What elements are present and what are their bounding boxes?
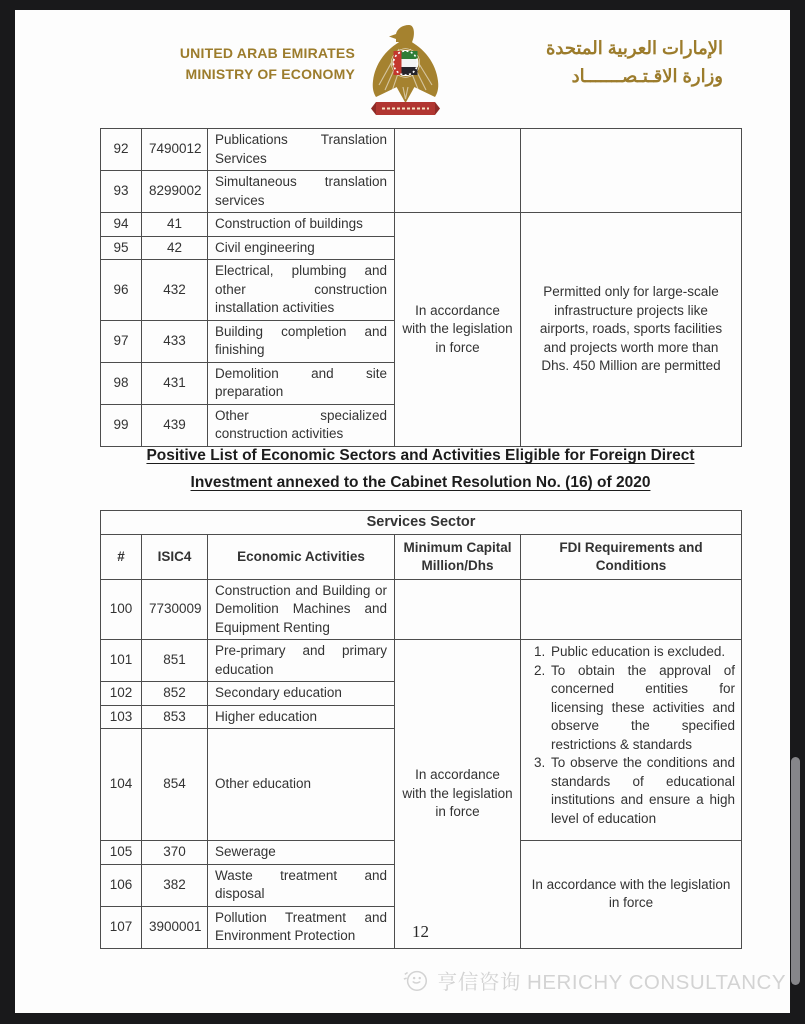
row-number-cell: 102 (101, 682, 142, 706)
isic-code-cell: 7730009 (142, 579, 208, 640)
isic-code-cell: 3900001 (142, 906, 208, 948)
services-sector-table (100, 510, 742, 949)
ministry-en-line2: MINISTRY OF ECONOMY (185, 66, 355, 82)
fdi-empty-cell (521, 129, 742, 213)
isic-code-cell: 41 (142, 213, 208, 237)
row-number-cell: 101 (101, 640, 142, 682)
row-number-cell: 94 (101, 213, 142, 237)
min-capital-note-cell: In accordance with the legislation in force (395, 213, 521, 447)
activity-cell: Electrical, plumbing and other construction installation activities (208, 260, 395, 321)
col-header-capital-line2: Million/Dhs (421, 557, 494, 573)
activity-cell: Higher education (208, 705, 395, 729)
isic-code-cell: 7490012 (142, 129, 208, 171)
row-number-cell: 105 (101, 841, 142, 865)
row-number-cell: 99 (101, 404, 142, 446)
section-title-line1: Positive List of Economic Sectors and Activities Eligible for Foreign Direct (146, 447, 695, 464)
row-number-cell: 92 (101, 129, 142, 171)
document-page (15, 10, 790, 1013)
col-header-activity: Economic Activities (208, 534, 395, 579)
fdi-note-cell: In accordance with the legislation in force (521, 841, 742, 949)
section-title-line2: Investment annexed to the Cabinet Resolution No. (16) of 2020 (190, 474, 651, 491)
min-capital-empty-cell (395, 579, 521, 640)
row-number-cell: 97 (101, 320, 142, 362)
row-number-cell: 96 (101, 260, 142, 321)
col-header-fdi: FDI Requirements and Conditions (521, 534, 742, 579)
row-number-cell: 100 (101, 579, 142, 640)
table-row (101, 579, 742, 640)
row-number-cell: 107 (101, 906, 142, 948)
col-header-capital-line1: Minimum Capital (403, 539, 512, 555)
fdi-condition-item: 3. To observe the conditions and standards of educational institutions and ensure a high level of education (549, 754, 735, 828)
fdi-conditions-cell (521, 640, 742, 841)
col-header-isic: ISIC4 (142, 534, 208, 579)
row-number-cell: 95 (101, 236, 142, 260)
activities-table-continued (100, 128, 742, 447)
isic-code-cell: 853 (142, 705, 208, 729)
activity-cell: Demolition and site preparation (208, 362, 395, 404)
page-number: 12 (412, 922, 429, 941)
min-capital-note-cell: In accordance with the legislation in force (395, 640, 521, 949)
herichy-logo-icon (402, 966, 430, 994)
sector-title-row (101, 511, 742, 535)
isic-code-cell: 432 (142, 260, 208, 321)
fdi-condition-item: 2. To obtain the approval of concerned entities for licensing these activities and observe the specified restrictions & standards (549, 662, 735, 755)
activity-cell: Simultaneous translation services (208, 171, 395, 213)
isic-code-cell: 439 (142, 404, 208, 446)
isic-code-cell: 382 (142, 864, 208, 906)
row-number-cell: 106 (101, 864, 142, 906)
fdi-condition-item: 1. Public education is excluded. (549, 643, 735, 662)
min-capital-empty-cell (395, 129, 521, 213)
col-header-capital (395, 534, 521, 579)
watermark-text: 亨信咨询 HERICHY CONSULTANCY (436, 971, 786, 994)
ministry-en-line1: UNITED ARAB EMIRATES (179, 45, 355, 61)
activity-cell: Pre-primary and primary education (208, 640, 395, 682)
ministry-ar-line2: وزارة الاقـتـصـــــــاد (571, 66, 723, 86)
isic-code-cell: 370 (142, 841, 208, 865)
activity-cell: Construction of buildings (208, 213, 395, 237)
ministry-name-english (155, 43, 355, 85)
section-title (100, 442, 741, 496)
fdi-conditions-list (525, 643, 735, 828)
activity-cell: Civil engineering (208, 236, 395, 260)
column-header-row (101, 534, 742, 579)
activity-cell: Building completion and finishing (208, 320, 395, 362)
isic-code-cell: 854 (142, 729, 208, 841)
activity-cell: Waste treatment and disposal (208, 864, 395, 906)
col-header-num: # (101, 534, 142, 579)
activity-cell: Construction and Building or Demolition Machines and Equipment Renting (208, 579, 395, 640)
vertical-scrollbar-thumb[interactable] (791, 757, 800, 985)
row-number-cell: 104 (101, 729, 142, 841)
sector-title: Services Sector (101, 511, 742, 535)
activity-cell: Sewerage (208, 841, 395, 865)
activity-cell: Secondary education (208, 682, 395, 706)
table-row (101, 129, 742, 171)
ministry-ar-line1: الإمارات العربية المتحدة (545, 38, 723, 58)
activity-cell: Other specialized construction activities (208, 404, 395, 446)
uae-falcon-emblem-icon (364, 23, 447, 117)
consultancy-watermark (402, 965, 786, 995)
isic-code-cell: 851 (142, 640, 208, 682)
activity-cell: Other education (208, 729, 395, 841)
fdi-note-cell: Permitted only for large-scale infrastructure projects like airports, roads, sports facilities and projects worth more than Dhs. 450 Million are permitted (521, 213, 742, 447)
ministry-name-arabic (455, 34, 723, 90)
isic-code-cell: 852 (142, 682, 208, 706)
isic-code-cell: 433 (142, 320, 208, 362)
table-row (101, 640, 742, 682)
isic-code-cell: 8299002 (142, 171, 208, 213)
activity-cell: Pollution Treatment and Environment Protection (208, 906, 395, 948)
row-number-cell: 93 (101, 171, 142, 213)
isic-code-cell: 431 (142, 362, 208, 404)
isic-code-cell: 42 (142, 236, 208, 260)
fdi-empty-cell (521, 579, 742, 640)
table-row (101, 213, 742, 237)
row-number-cell: 98 (101, 362, 142, 404)
activity-cell: Publications Translation Services (208, 129, 395, 171)
row-number-cell: 103 (101, 705, 142, 729)
